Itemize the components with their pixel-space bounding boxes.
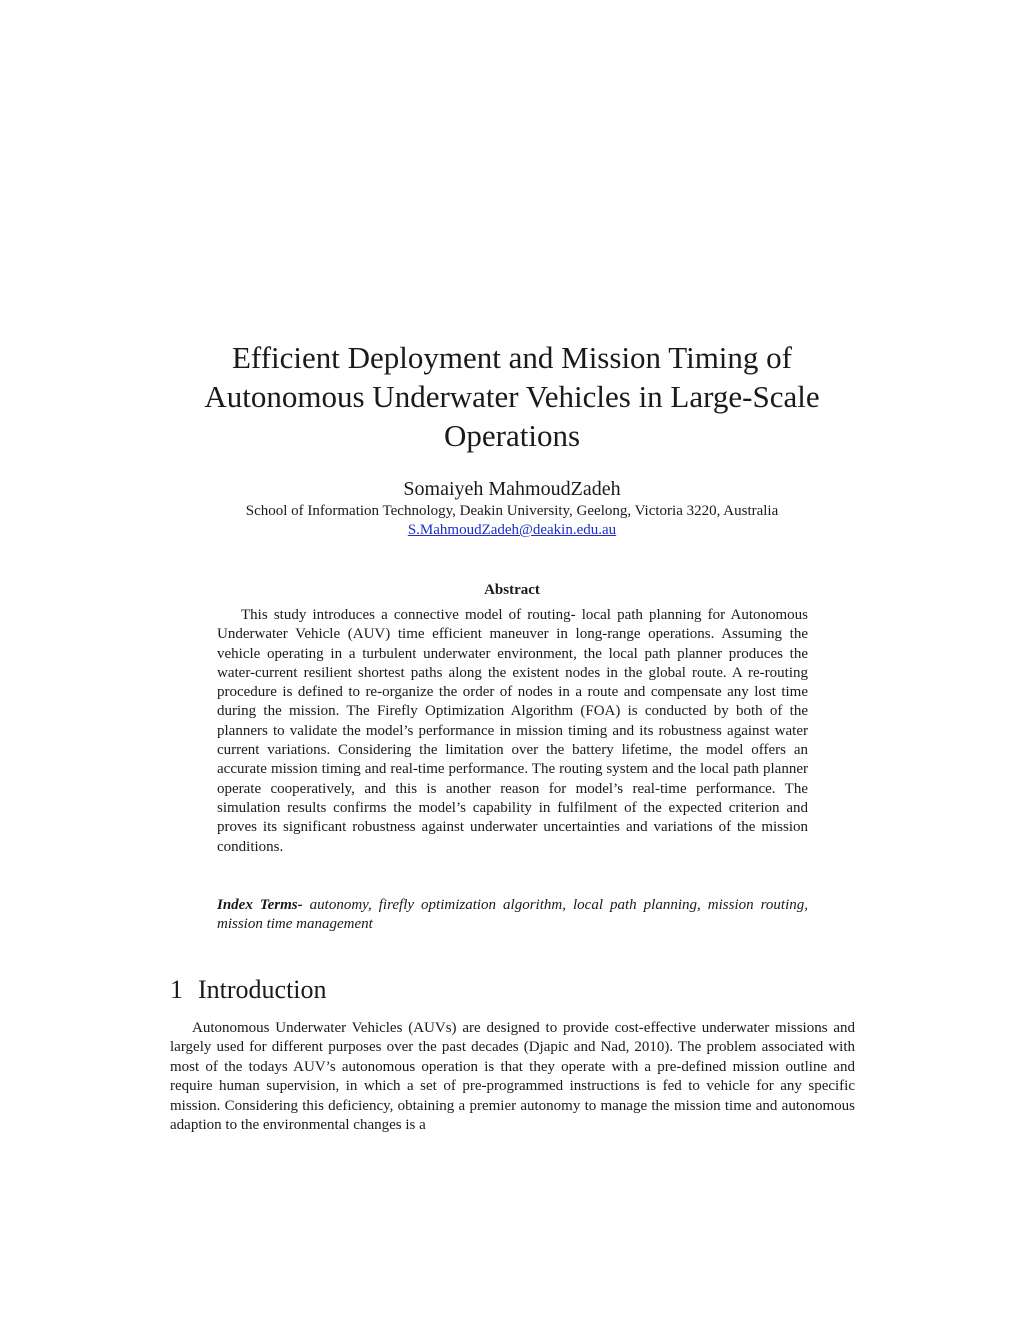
section-heading-introduction bbox=[170, 974, 327, 1006]
section-title: Introduction bbox=[198, 975, 327, 1004]
abstract-body: This study introduces a connective model of routing- local path planning for Autonomous Underwater Vehicle (AUV) time efficient maneuver in long-range operations. Assuming the vehicle operating in a turbulent underwater environment, the local path planner produces the water-current resilient shortest paths along the existent nodes in the global route. A re-routing procedure is defined to re-organize the order of nodes in a route and compensate any lost time during the mission. The Firefly Optimization Algorithm (FOA) is conducted by both of the planners to validate the model’s performance in mission timing and its robustness against water current variations. Considering the limitation over the battery lifetime, the model offers an accurate mission timing and real-time performance. The routing system and the local path planner operate cooperatively, and this is another reason for model’s real-time performance. The simulation results confirms the model’s capability in fulfilment of the expected criterion and proves its significant robustness against underwater uncertainties and variations of the mission conditions. bbox=[217, 607, 808, 855]
author-email bbox=[150, 521, 874, 540]
section-number: 1 bbox=[170, 975, 183, 1004]
introduction-body: Autonomous Underwater Vehicles (AUVs) are designed to provide cost-effective underwater missions and largely used for different purposes over the past decades (Djapic and Nad, 2010). The problem associated with most of the todays AUV’s autonomous operation is that they operate with a pre-defined mission outline and require human supervision, in which a set of pre-programmed instructions is fed to vehicle for any specific mission. Considering this deficiency, obtaining a premier autonomy to manage the mission time and autonomous adaption to the environmental changes is a bbox=[170, 1020, 855, 1134]
index-terms-label: Index Terms- bbox=[217, 897, 303, 913]
index-terms-list: autonomy, firefly optimization algorithm, local path planning, mission routing, mission time management bbox=[217, 897, 808, 933]
paper-title: Efficient Deployment and Mission Timing of Autonomous Underwater Vehicles in Large-Scale Operations bbox=[204, 340, 820, 453]
abstract-heading: Abstract bbox=[484, 582, 540, 598]
email-link[interactable]: S.MahmoudZadeh@deakin.edu.au bbox=[407, 522, 617, 538]
author-affiliation: School of Information Technology, Deakin University, Geelong, Victoria 3220, Australia bbox=[245, 503, 779, 519]
author-name: Somaiyeh MahmoudZadeh bbox=[403, 478, 621, 500]
index-terms bbox=[217, 896, 808, 935]
